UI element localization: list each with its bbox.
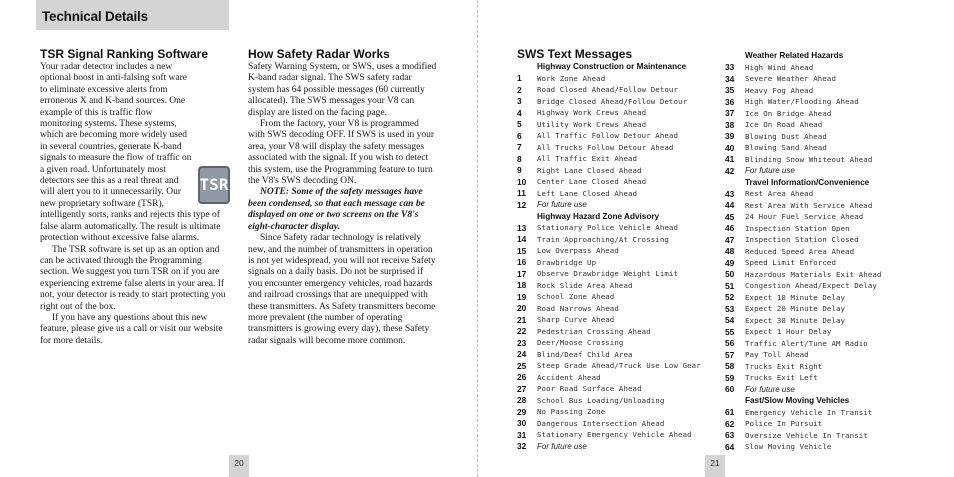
sws-message-text: Emergency Vehicle In Transit (745, 407, 873, 417)
sws-message-text: 24 Hour Fuel Service Ahead (745, 212, 864, 222)
sws-message-row (725, 234, 925, 246)
sws-message-number: 22 (517, 326, 527, 337)
sws-message-text: Stationary Emergency Vehicle Ahead (537, 430, 692, 440)
sws-message-number: 40 (725, 142, 735, 153)
radar-section-title: How Safety Radar Works (248, 47, 390, 61)
sws-message-row (517, 291, 722, 303)
sws-message-text: Hazardous Materials Exit Ahead (745, 269, 882, 279)
sws-message-number: 6 (517, 130, 522, 141)
sws-message-number: 36 (725, 96, 735, 107)
sws-message-number: 11 (517, 188, 526, 199)
sws-message-row (725, 119, 925, 131)
sws-message-number: 32 (517, 441, 527, 452)
sws-message-text: Dangerous Intersection Ahead (537, 418, 665, 428)
sws-message-text: Traffic Alert/Tune AM Radio (745, 338, 868, 348)
sws-message-row (517, 441, 722, 453)
sws-message-number: 59 (725, 372, 735, 383)
sws-message-number: 42 (725, 165, 735, 176)
sws-future-use-label: For future use (745, 166, 795, 176)
tsr-paragraph-2: The TSR software is set up as an option and can be activated through the Programming section. We suggest you turn TSR on if you are experiencing extreme false alerts in your area. If not, your detector is ready to start protecting you right out of the box. (40, 244, 226, 312)
sws-message-row (725, 131, 925, 143)
sws-message-number: 60 (725, 384, 735, 395)
sws-message-text: Bridge Closed Ahead/Follow Detour (537, 96, 688, 106)
sws-message-row (517, 165, 722, 177)
sws-message-number: 64 (725, 441, 735, 452)
tsr-section-body (40, 62, 230, 347)
sws-message-row (517, 314, 722, 326)
sws-message-number: 26 (517, 372, 527, 383)
sws-message-number: 4 (517, 107, 522, 118)
sws-message-row (517, 326, 722, 338)
sws-message-text: High Wind Ahead (745, 62, 814, 72)
sws-message-number: 2 (517, 84, 522, 95)
sws-message-text: Reduced Speed Area Ahead (745, 246, 855, 256)
sws-message-row (725, 188, 925, 200)
sws-message-text: Blind/Deaf Child Area (537, 349, 633, 359)
sws-message-row (517, 245, 722, 257)
page-number-left: 20 (229, 455, 249, 477)
sws-message-row (725, 142, 925, 154)
sws-category-heading: Highway Construction or Maintenance (537, 62, 687, 72)
sws-message-number: 44 (725, 200, 735, 211)
sws-message-row (517, 349, 722, 361)
radar-paragraph-3: Since Safety radar technology is relatively new, and the number of transmitters in operation is not yet widespread, you will not receive Safety signals on a daily basis. Do not be surprised if you encounter emergency vehicles, road hazards and railroad crossings that are unequipped with these transmitters. As Safety transmitters become more prevalent (the number of operating transmitters is growing every day), these Safety radar signals will become more common. (248, 233, 436, 346)
sws-message-number: 25 (517, 360, 527, 371)
sws-message-text: Rest Area With Service Ahead (745, 200, 873, 210)
sws-message-text: Utility Work Crews Ahead (537, 119, 647, 129)
sws-message-number: 20 (517, 303, 527, 314)
sws-message-text: Sharp Curve Ahead (537, 315, 615, 325)
sws-message-row (725, 96, 925, 108)
sws-message-text: Accident Ahead (537, 372, 601, 382)
sws-message-number: 12 (517, 199, 527, 210)
sws-future-use-label: For future use (537, 200, 587, 210)
sws-message-row (725, 200, 925, 212)
sws-message-text: Rock Slide Area Ahead (537, 280, 633, 290)
sws-message-text: Steep Grade Ahead/Truck Use Low Gear (537, 361, 701, 371)
sws-message-row (517, 107, 722, 119)
sws-message-number: 16 (517, 257, 527, 268)
sws-message-row (517, 142, 722, 154)
sws-message-number: 19 (517, 291, 527, 302)
sws-message-row (517, 84, 722, 96)
sws-message-number: 52 (725, 292, 735, 303)
page-header-title: Technical Details (42, 9, 148, 24)
sws-message-text: Deer/Moose Crossing (537, 338, 624, 348)
sws-message-row (517, 383, 722, 395)
sws-message-row (725, 315, 925, 327)
radar-section-body (248, 62, 438, 347)
sws-message-number: 35 (725, 85, 735, 96)
sws-message-row (725, 430, 925, 442)
sws-message-number: 27 (517, 383, 527, 394)
sws-message-row (517, 199, 722, 211)
sws-message-text: Heavy Fog Ahead (745, 85, 814, 95)
sws-message-text: Center Lane Closed Ahead (537, 177, 647, 187)
sws-message-number: 3 (517, 96, 522, 107)
sws-message-number: 5 (517, 119, 522, 130)
page-number-right: 21 (705, 455, 725, 477)
sws-message-text: Train Approaching/At Crossing (537, 234, 669, 244)
sws-category-heading: Highway Hazard Zone Advisory (537, 211, 660, 221)
sws-message-number: 57 (725, 349, 735, 360)
sws-message-text: Trucks Exit Left (745, 373, 818, 383)
sws-message-row (517, 153, 722, 165)
sws-message-number: 30 (517, 418, 527, 429)
sws-message-text: Pedestrian Crossing Ahead (537, 326, 651, 336)
sws-message-number: 8 (517, 153, 522, 164)
sws-message-row (517, 395, 722, 407)
sws-message-row (725, 407, 925, 419)
tsr-section-title: TSR Signal Ranking Software (40, 47, 209, 61)
sws-message-row (725, 326, 925, 338)
sws-message-text: Oversize Vehicle In Transit (745, 430, 868, 440)
sws-future-use-label: For future use (537, 441, 587, 451)
sws-message-text: Slow Moving Vehicle (745, 442, 832, 452)
sws-message-text: Blinding Snow Whiteout Ahead (745, 154, 873, 164)
sws-message-row (725, 384, 925, 396)
sws-section-title: SWS Text Messages (517, 47, 633, 61)
sws-message-number: 45 (725, 211, 735, 222)
sws-message-text: Severe Weather Ahead (745, 74, 836, 84)
sws-message-row (517, 429, 722, 441)
sws-message-text: Expect 30 Minute Delay (745, 315, 846, 325)
sws-message-number: 23 (517, 337, 527, 348)
sws-message-text: Drawbridge Up (537, 257, 597, 267)
sws-category-heading: Fast/Slow Moving Vehicles (745, 396, 850, 406)
sws-message-text: Rest Area Ahead (745, 189, 814, 199)
sws-message-row (725, 292, 925, 304)
sws-message-number: 37 (725, 108, 735, 119)
sws-message-number: 49 (725, 257, 735, 268)
sws-message-text: Speed Limit Enforced (745, 258, 836, 268)
sws-message-row (725, 108, 925, 120)
tsr-logo-icon: TSR (198, 166, 230, 204)
sws-message-row (725, 257, 925, 269)
sws-category-heading: Weather Related Hazards (745, 51, 844, 61)
sws-message-number: 46 (725, 223, 735, 234)
sws-message-row (517, 234, 722, 246)
sws-message-text: All Trucks Follow Detour Ahead (537, 142, 674, 152)
sws-message-row (725, 361, 925, 373)
sws-message-text: School Zone Ahead (537, 292, 615, 302)
sws-message-row (517, 96, 722, 108)
sws-message-number: 24 (517, 349, 527, 360)
sws-message-text: No Passing Zone (537, 407, 606, 417)
sws-message-number: 47 (725, 234, 735, 245)
sws-message-row (517, 188, 722, 200)
sws-message-row (725, 280, 925, 292)
sws-message-row (517, 337, 722, 349)
sws-message-row (725, 303, 925, 315)
sws-message-text: Pay Toll Ahead (745, 350, 809, 360)
sws-message-row (725, 338, 925, 350)
sws-message-text: Road Narrows Ahead (537, 303, 619, 313)
sws-message-text: Highway Work Crews Ahead (537, 108, 647, 118)
sws-message-row (725, 246, 925, 258)
sws-message-number: 53 (725, 303, 735, 314)
sws-message-number: 9 (517, 165, 522, 176)
sws-message-row (725, 441, 925, 453)
sws-message-text: Left Lane Closed Ahead (537, 188, 638, 198)
sws-message-number: 15 (517, 245, 527, 256)
tsr-paragraph-3: If you have any questions about this new feature, please give us a call or visit our website for more details. (40, 312, 223, 346)
sws-message-row (517, 360, 722, 372)
sws-message-number: 58 (725, 361, 735, 372)
sws-message-text: Inspection Station Closed (745, 235, 859, 245)
sws-message-number: 39 (725, 131, 735, 142)
sws-message-text: Inspection Station Open (745, 223, 850, 233)
tsr-paragraph-1: Your radar detector includes a new optional boost in anti-falsing soft ware to eliminate excessive alerts from erroneous X and K-band sources. One example of this is traffic flow monitoring systems. These systems, which are becoming more widely used in several countries, generate K-band signals to measure the flow of traffic on a given road. Unfortunately most detectors see this as a real threat and will alert you to it unnecessarily. Our new proprietary software (TSR), intelligently sorts, ranks and rejects this type of false alarm automatically. The result is ultimate protection without excessive false alarms. (40, 62, 221, 244)
sws-message-row (725, 154, 925, 166)
sws-message-text: Right Lane Closed Ahead (537, 165, 642, 175)
sws-message-row (517, 73, 722, 85)
sws-message-text: Blowing Dust Ahead (745, 131, 827, 141)
sws-message-number: 43 (725, 188, 735, 199)
sws-message-number: 18 (517, 280, 527, 291)
sws-message-row (725, 85, 925, 97)
sws-message-row (517, 418, 722, 430)
sws-message-row (725, 269, 925, 281)
sws-message-row (517, 176, 722, 188)
sws-message-row (517, 280, 722, 292)
sws-message-number: 51 (725, 280, 735, 291)
sws-message-text: Expect 10 Minute Delay (745, 292, 846, 302)
sws-message-number: 31 (517, 429, 527, 440)
sws-message-number: 63 (725, 430, 735, 441)
sws-message-number: 1 (517, 73, 522, 84)
sws-message-number: 34 (725, 73, 735, 84)
sws-message-row (517, 222, 722, 234)
sws-message-text: All Traffic Exit Ahead (537, 154, 638, 164)
sws-message-number: 54 (725, 315, 735, 326)
sws-message-row (517, 257, 722, 269)
sws-message-number: 13 (517, 222, 527, 233)
sws-message-row (517, 119, 722, 131)
sws-message-row (725, 223, 925, 235)
sws-message-number: 17 (517, 268, 527, 279)
sws-message-text: Ice On Road Ahead (745, 120, 823, 130)
sws-message-number: 56 (725, 338, 735, 349)
header-tab (36, 0, 229, 30)
sws-message-row (725, 372, 925, 384)
sws-message-number: 14 (517, 234, 527, 245)
sws-message-row (725, 418, 925, 430)
sws-message-text: Expect 1 Hour Delay (745, 327, 832, 337)
sws-message-text: Ice On Bridge Ahead (745, 108, 832, 118)
sws-message-number: 21 (517, 314, 527, 325)
sws-message-text: School Bus Loading/Unloading (537, 395, 665, 405)
sws-message-number: 38 (725, 119, 735, 130)
sws-message-number: 61 (725, 407, 735, 418)
sws-message-row (517, 268, 722, 280)
sws-message-text: Observe Drawbridge Weight Limit (537, 269, 679, 279)
sws-message-row (725, 211, 925, 223)
sws-message-text: Blowing Sand Ahead (745, 143, 827, 153)
sws-message-text: Trucks Exit Right (745, 361, 823, 371)
sws-message-number: 33 (725, 62, 735, 73)
page-spine-divider (477, 0, 478, 477)
sws-column-2 (725, 50, 925, 453)
sws-message-row (725, 62, 925, 74)
sws-message-text: High Water/Flooding Ahead (745, 97, 859, 107)
sws-future-use-label: For future use (745, 384, 795, 394)
sws-message-number: 29 (517, 406, 527, 417)
sws-message-text: Low Overpass Ahead (537, 246, 619, 256)
sws-message-text: Poor Road Surface Ahead (537, 384, 642, 394)
sws-message-number: 62 (725, 418, 735, 429)
sws-message-row (517, 372, 722, 384)
sws-message-number: 55 (725, 326, 735, 337)
sws-message-number: 10 (517, 176, 527, 187)
radar-paragraph-2: From the factory, your V8 is programmed with SWS decoding OFF. If SWS is used in your area, your V8 will display the safety messages associated with the signal. If you wish to detect this system, use the Programming feature to turn the V8's SWS decoding ON. (248, 119, 435, 187)
sws-message-number: 28 (517, 395, 527, 406)
sws-message-number: 41 (725, 154, 735, 165)
sws-message-text: Police In Pursuit (745, 419, 823, 429)
sws-column-1 (517, 61, 722, 452)
sws-message-text: All Traffic Follow Detour Ahead (537, 131, 679, 141)
sws-message-number: 50 (725, 269, 735, 280)
sws-message-number: 48 (725, 246, 735, 257)
sws-message-row (725, 349, 925, 361)
radar-paragraph-1: Safety Warning System, or SWS, uses a modified K-band radar signal. The SWS safety radar system has 64 possible messages (60 currently allocated). The SWS messages your V8 can display are listed on the facing page. (248, 62, 437, 118)
sws-message-row (725, 73, 925, 85)
sws-message-text: Road Closed Ahead/Follow Detour (537, 85, 679, 95)
sws-message-row (725, 165, 925, 177)
radar-note: NOTE: Some of the safety messages have been condensed, so that each message can be displayed on one or two screens on the V8's eight-character display. (248, 187, 425, 232)
sws-category-heading: Travel Information/Convenience (745, 177, 870, 187)
sws-message-row (517, 130, 722, 142)
sws-message-number: 7 (517, 142, 522, 153)
sws-message-text: Stationary Police Vehicle Ahead (537, 223, 679, 233)
sws-message-text: Expect 20 Minute Delay (745, 304, 846, 314)
sws-message-row (517, 303, 722, 315)
sws-message-text: Work Zone Ahead (537, 73, 606, 83)
sws-message-row (517, 406, 722, 418)
sws-message-text: Congestion Ahead/Expect Delay (745, 281, 877, 291)
